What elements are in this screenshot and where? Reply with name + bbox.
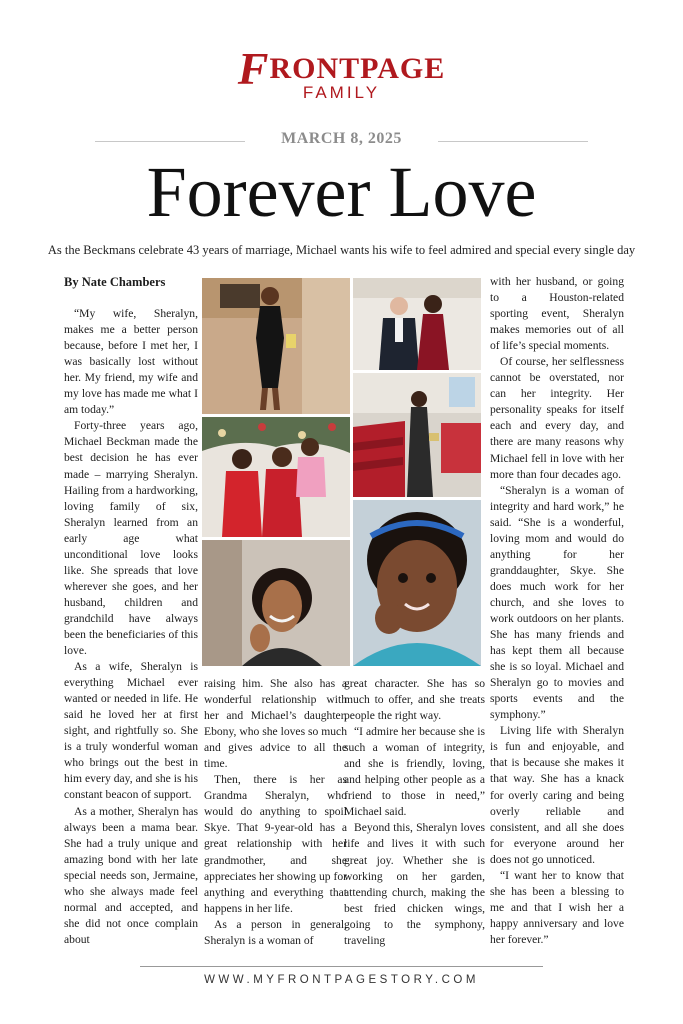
paragraph: great character. She has so much to offer, and she treats people the right way. <box>344 677 485 723</box>
article-column-4 <box>490 274 624 948</box>
article-column-3 <box>344 676 485 949</box>
paragraph: Of course, her selflessness cannot be overstated, nor can her integrity. Her personality speaks for itself each and every day, and there are many reasons why Michael fell in love with her more than four decades ago. <box>490 355 624 481</box>
photo-family-christmas <box>202 417 350 537</box>
brand-initial: F <box>237 43 270 94</box>
date-rule-right <box>438 141 588 142</box>
paragraph: Forty-three years ago, Michael Beckman made the best decision he has ever made – marrying Sheralyn. Hailing from a hardworking, loving family of six, Sheralyn learned from an early age what unconditional love looks like. She spreads that love wherever she goes, and her husband, children and grandchild have always been the beneficiaries of this love. <box>64 419 198 658</box>
footer-url[interactable]: WWW.MYFRONTPAGESTORY.COM <box>204 974 479 986</box>
article-column-1 <box>64 274 198 948</box>
article-column-2 <box>204 676 347 949</box>
paragraph: “My wife, Sheralyn, makes me a better person because, before I met her, I was basically lost without her. My friend, my wife and my love has made me what I am today.” <box>64 307 198 417</box>
masthead-logo <box>0 43 683 102</box>
paragraph: As a wife, Sheralyn is everything Michael ever wanted or needed in life. He said he loved her at first sight, and rightfully so. She is a truly wonderful woman who brings out the best in him every day, and she is his constant beacon of support. <box>64 660 198 802</box>
paragraph: “I want her to know that she has been a blessing to me and that I wish her a happy anniversary and love her forever.” <box>490 868 624 946</box>
paragraph: Then, there is her as Grandma Sheralyn, who would do anything to spoil Skye. That 9-year-old has a great relationship with her grandmother, and she appreciates her showing up for anything and everything that happens in her life. <box>204 773 347 915</box>
paragraph: As a person in general, Sheralyn is a woman of <box>204 917 347 947</box>
footer-rule <box>140 966 543 967</box>
date-row <box>95 130 588 152</box>
paragraph: “I admire her because she is such a woman of integrity, and she is friendly, loving, and helping other people as a friend to those in need,” Michael said. <box>344 725 485 819</box>
photo-auditorium <box>353 373 481 497</box>
brand-rest: RONTPAGE <box>269 52 446 85</box>
paragraph: “Sheralyn is a woman of integrity and hard work,” he said. “She is a wonderful, loving mom and would do anything for her granddaughter, Skye. She does much work for her church, and she loves to work outdoors on her plants. She has many friends and has kept them all because she is so loyal. Michael and Sheralyn go to movies and sports events and the symphony.” <box>490 483 624 722</box>
byline: By Nate Chambers <box>64 275 166 289</box>
paragraph: with her husband, or going to a Houston-related sporting event, Sheralyn makes memories out of all of life’s special moments. <box>490 275 624 353</box>
photo-smiling-woman <box>202 540 350 666</box>
photo-granddaughter <box>353 500 481 666</box>
headline: Forever Love <box>146 152 537 232</box>
photo-woman-black-dress <box>202 278 350 414</box>
paragraph: As a mother, Sheralyn has always been a mama bear. She had a truly unique and amazing bond with her late special needs son, Jermaine, who she always made feel normal and accepted, and she did not once complain about <box>64 804 198 946</box>
issue-date: MARCH 8, 2025 <box>281 130 402 147</box>
brand-subtitle: FAMILY <box>302 83 381 102</box>
paragraph: raising him. She also has a wonderful relationship with her and Michael’s daughter, Ebony, who she loves so much and gives advice to all the time. <box>204 677 347 771</box>
paragraph: Living life with Sheralyn is fun and enjoyable, and that is because she makes it that way. She has a knack for overly caring and being overly reliable and consistent, and all she does for everyone around her does not go unnoticed. <box>490 724 624 866</box>
subheadline: As the Beckmans celebrate 43 years of marriage, Michael wants his wife to feel admired and special every single day <box>47 243 636 257</box>
photo-couple <box>353 278 481 370</box>
paragraph: Beyond this, Sheralyn loves life and lives it with such great joy. Whether she is working on her garden, attending church, making the best fried chicken wings, going to the symphony, traveling <box>344 821 485 947</box>
